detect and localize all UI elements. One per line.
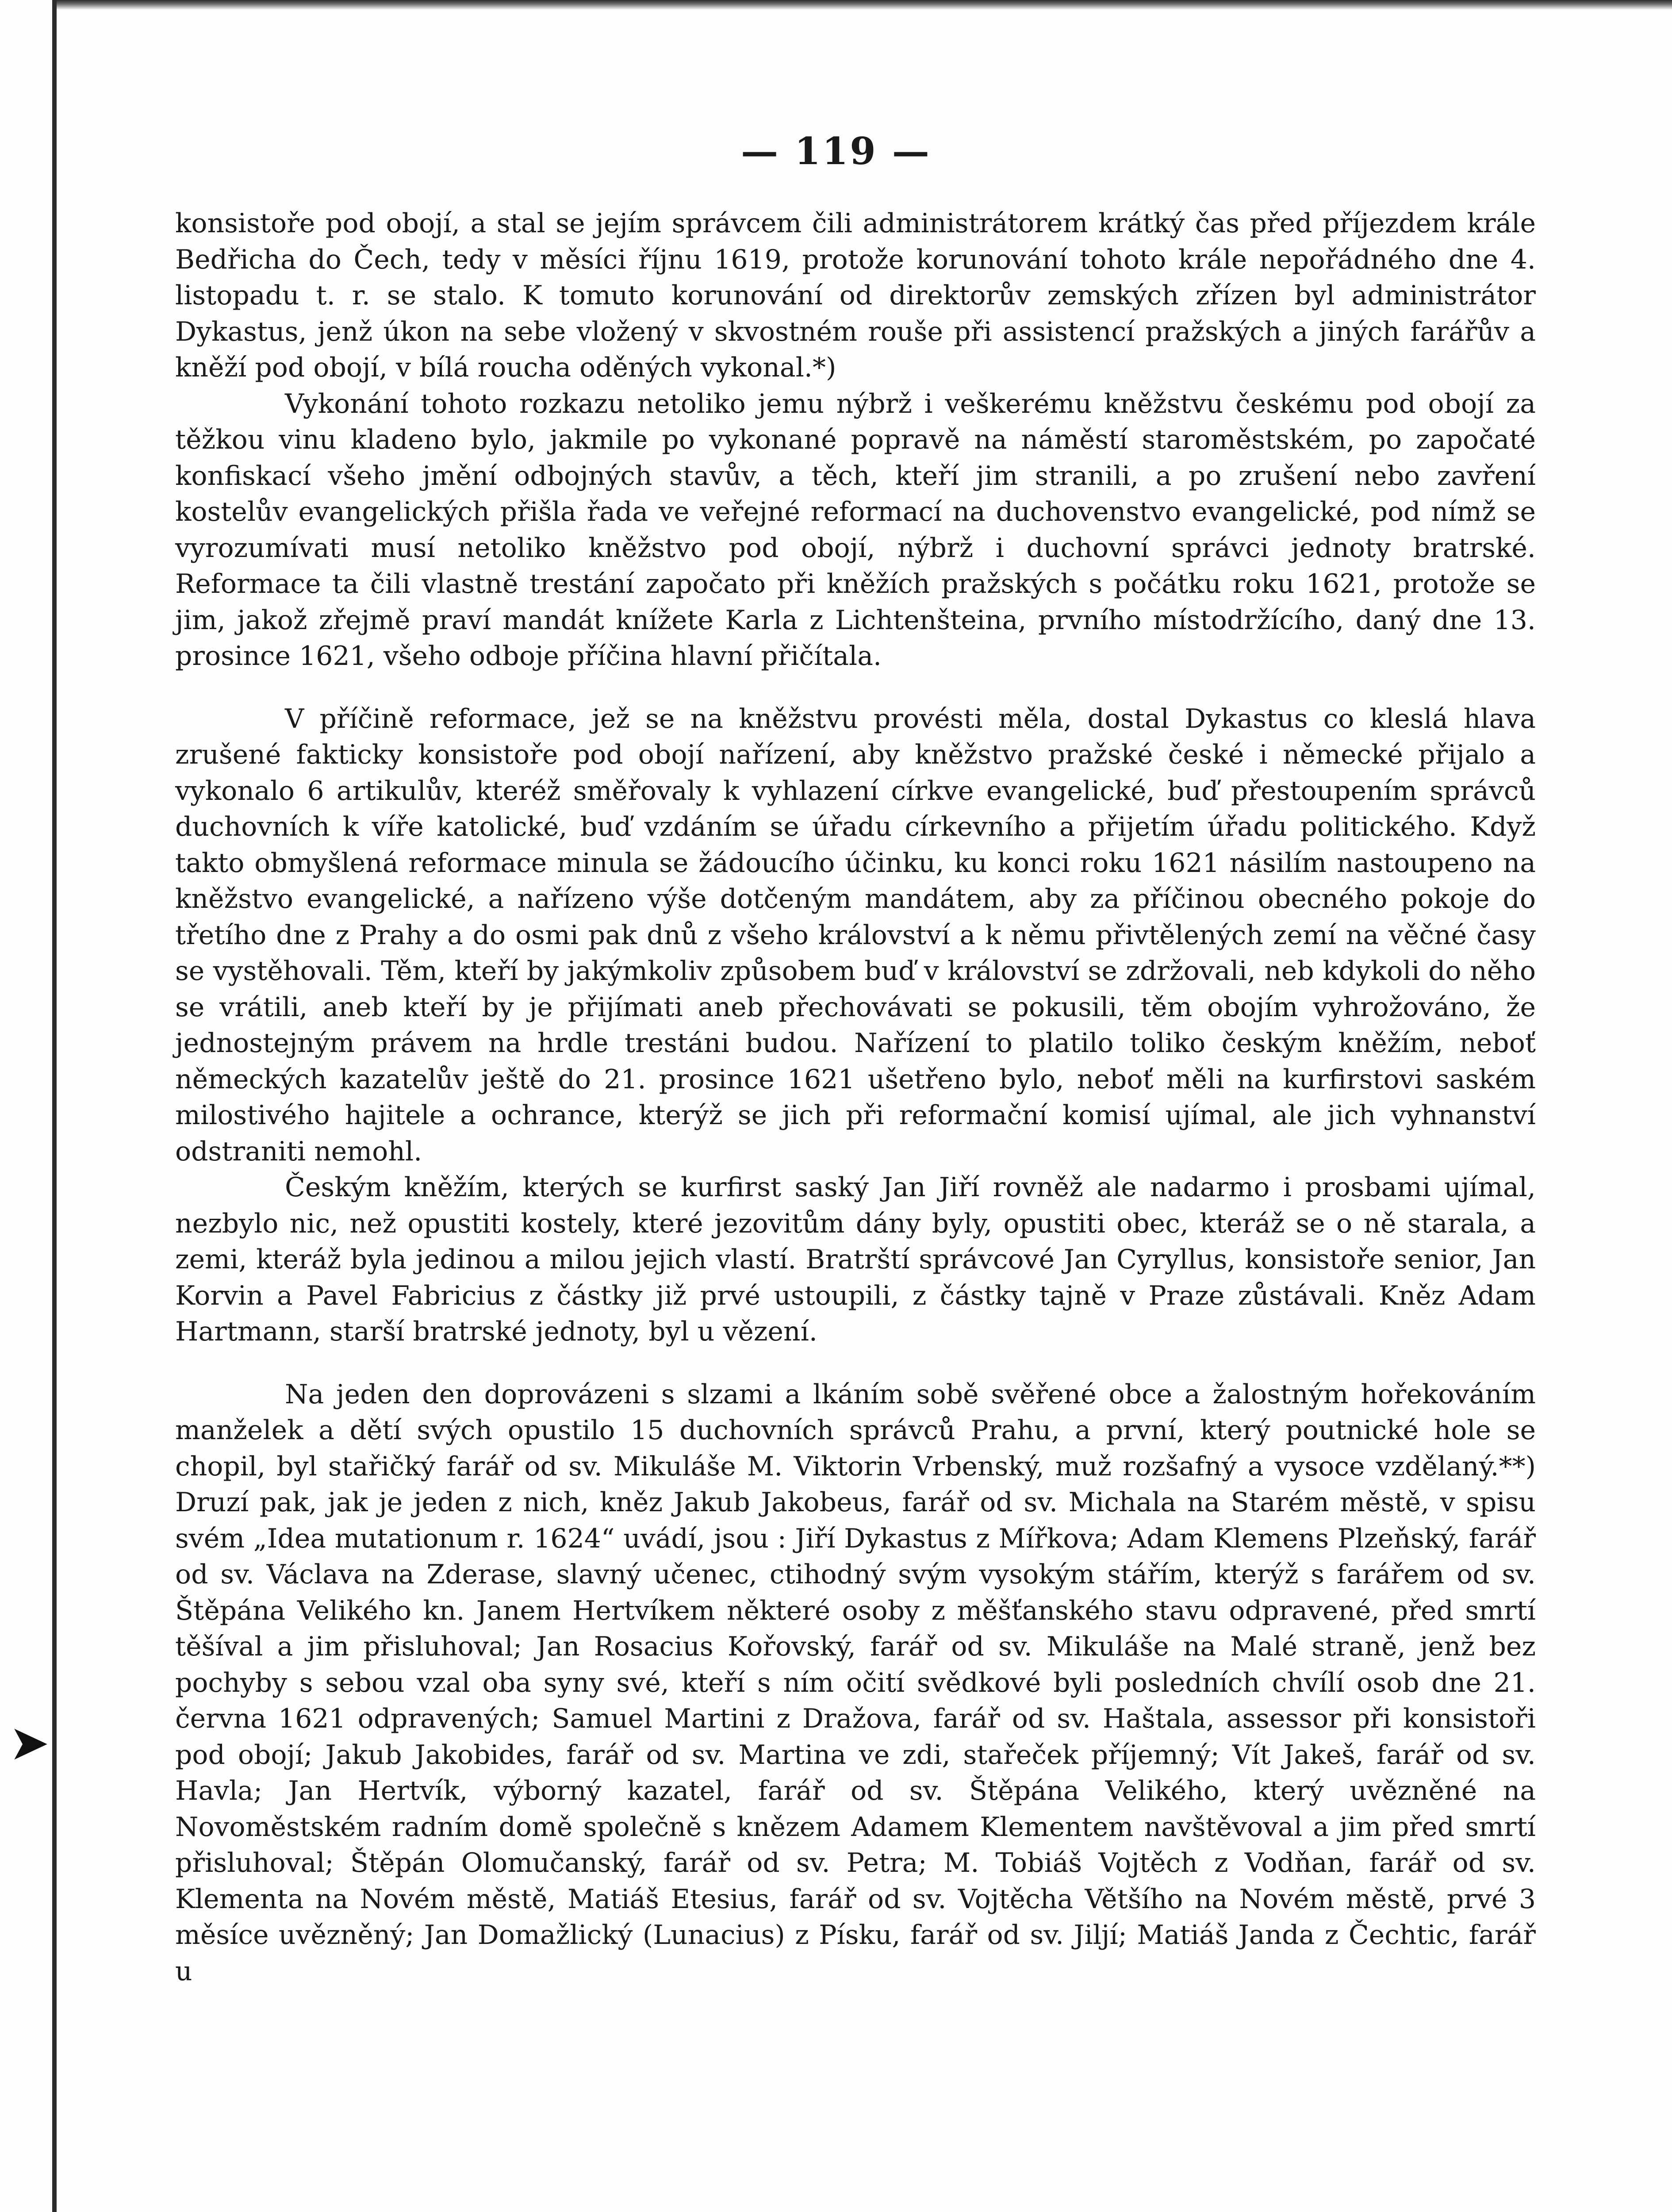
paragraph: Vykonání tohoto rozkazu netoliko jemu nýbrž i veškerému kněžstvu českému pod obojí za těžkou vinu kladeno bylo, jakmile po vykonané popravě na náměstí staroměstském, po započaté konfiskací všeho jmění odbojných stavův, a těch, kteří jim stranili, a po zrušení nebo zavření kostelův evangelických přišla řada ve veřejné reformací na duchovenstvo evangelické, pod nímž se vyrozumívati musí netoliko kněžstvo pod obojí, nýbrž i duchovní správci jednoty bratrské. Reformace ta čili vlastně trestání započato při kněžích pražských s počátku roku 1621, protože se jim, jakož zřejmě praví mandát knížete Karla z Lichtenšteina, prvního místodržícího, daný dne 13. prosince 1621, všeho odboje příčina hlavní přičítala. (175, 388, 1536, 672)
body-text (175, 206, 1536, 1989)
paragraph: konsistoře pod obojí, a stal se jejím správcem čili administrátorem krátký čas před příjezdem krále Bedřicha do Čech, tedy v měsíci říjnu 1619, protože korunování tohoto krále nepořádného dne 4. listopadu t. r. se stalo. K tomuto korunování od direktorův zemských zřízen byl administrátor Dykastus, jenž úkon na sebe vložený v skvostném rouše při assistencí pražských a jiných farářův a kněží pod obojí, v bílá roucha oděných vykonal.*) (175, 208, 1536, 383)
paragraph: V příčině reformace, jež se na kněžstvu provésti měla, dostal Dykastus co kleslá hlava zrušené fakticky konsistoře pod obojí nařízení, aby kněžstvo pražské české i německé přijalo a vykonalo 6 artikulův, kteréž směřovaly k vyhlazení církve evangelické, buď přestoupením správců duchovních k víře katolické, buď vzdáním se úřadu církevního a přijetím úřadu politického. Když takto obmyšlená reformace minula se žádoucího účinku, ku konci roku 1621 násilím nastoupeno na kněžstvo evangelické, a nařízeno výše dotčeným mandátem, aby za příčinou obecného pokoje do třetího dne z Prahy a do osmi pak dnů z všeho království a k němu přivtělených zemí na věčné časy se vystěhovali. Těm, kteří by jakýmkoliv způsobem buď v království se zdržovali, neb kdykoli do něho se vrátili, aneb kteří by je přijímati aneb přechovávati se pokusili, těm obojím vyhrožováno, že jednostejným právem na hrdle trestáni budou. Nařízení to platilo toliko českým kněžím, neboť německých kazatelův ještě do 21. prosince 1621 ušetřeno bylo, neboť měli na kurfirstovi saském milostivého hajitele a ochrance, kterýž se jich při reformační komisí ujímal, ale jich vyhnanství odstraniti nemohl. (175, 703, 1536, 1167)
paragraph: Na jeden den doprovázeni s slzami a lkáním sobě svěřené obce a žalostným hořekováním manželek a dětí svých opustilo 15 duchovních správců Prahu, a první, který poutnické hole se chopil, byl stařičký farář od sv. Mikuláše M. Viktorin Vrbenský, muž rozšafný a vysoce vzdělaný.**) Druzí pak, jak je jeden z nich, kněz Jakub Jakobeus, farář od sv. Michala na Starém městě, v spisu svém „Idea mutationum r. 1624“ uvádí, jsou : Jiří Dykastus z Mířkova; Adam Klemens Plzeňský, farář od sv. Václava na Zderase, slavný učenec, ctihodný svým vysokým stářím, kterýž s farářem od sv. Štěpána Velikého kn. Janem Hertvíkem některé osoby z měšťanského stavu odpravené, před smrtí těšíval a jim přisluhoval; Jan Rosacius Kořovský, farář od sv. Mikuláše na Malé straně, jenž bez pochyby s sebou vzal oba syny své, kteří s ním očití svědkové byli posledních chvílí osob dne 21. června 1621 odpravených; Samuel Martini z Dražova, farář od sv. Haštala, assessor při konsistoři pod obojí; Jakub Jakobides, farář od sv. Martina ve zdi, stařeček příjemný; Vít Jakeš, farář od sv. Havla; Jan Hertvík, výborný kazatel, farář od sv. Štěpána Velikého, který uvězněné na Novoměstském radním domě společně s knězem Adamem Klementem navštěvoval a jim před smrtí přisluhoval; Štěpán Olomučanský, farář od sv. Petra; M. Tobiáš Vojtěch z Vodňan, farář od sv. Klementa na Novém městě, Matiáš Etesius, farář od sv. Vojtěcha Většího na Novém městě, prvé 3 měsíce uvězněný; Jan Domažlický (Lunacius) z Písku, farář od sv. Jiljí; Matiáš Janda z Čechtic, farář u (175, 1379, 1536, 1987)
scan-binding-edge (0, 0, 57, 2212)
page-number: — 119 — (741, 129, 931, 173)
scan-top-edge (0, 0, 1672, 10)
margin-arrow-icon: ➤ (9, 1714, 50, 1771)
paragraph: Českým kněžím, kterých se kurfirst saský Jan Jiří rovněž ale nadarmo i prosbami ujímal, nezbylo nic, než opustiti kostely, které jezovitům dány byly, opustiti obec, kteráž se o ně starala, a zemi, kteráž byla jedinou a milou jejich vlastí. Bratrští správcové Jan Cyryllus, konsistoře senior, Jan Korvin a Pavel Fabricius z částky již prvé ustoupili, z částky tajně v Praze zůstávali. Kněz Adam Hartmann, starší bratrské jednoty, byl u vězení. (175, 1172, 1536, 1347)
